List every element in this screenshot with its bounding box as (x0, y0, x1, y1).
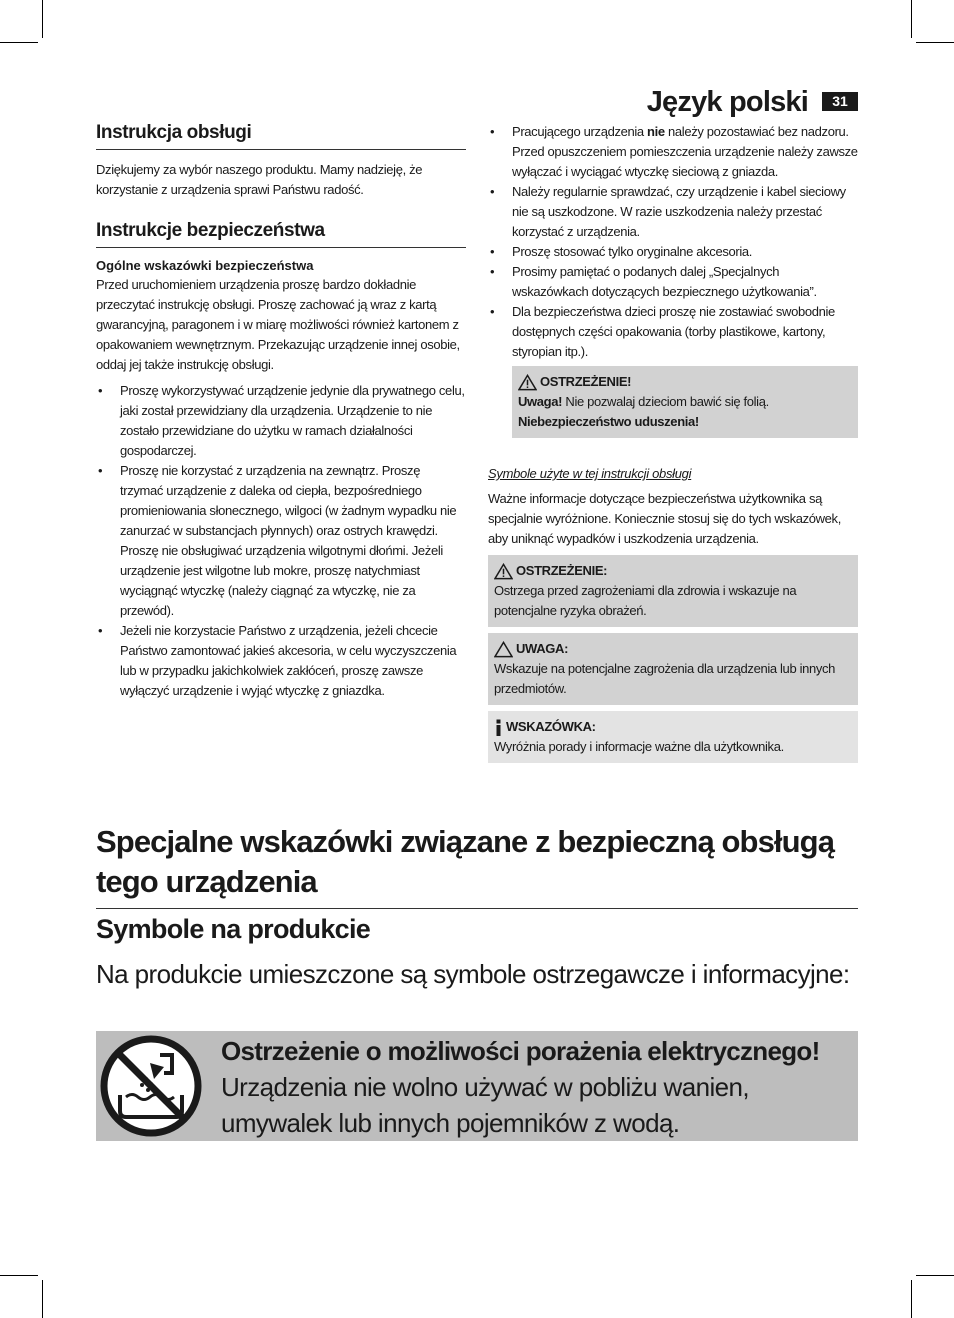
symbols-text: Ważne informacje dotyczące bezpieczeństwa użytkownika są specjalnie wyróżnione. Koniecznie stosuj się do tych wskazówek, aby uniknąć wypadków i uszkodzenia urządzenia. (488, 491, 841, 546)
list-item: • Jeżeli nie korzystacie Państwo z urządzenia, jeżeli chcecie Państwo zamontować jakieś akcesoria, w celu wyczyszczenia lub w przypadku jakichkolwiek zakłóceń, proszę zawsze wyłączyć urządzenie i wyjąć wtyczkę z gniazdka. (98, 623, 457, 698)
manual-heading: Instrukcja obsługi (96, 122, 466, 150)
general-text: Przed uruchomieniem urządzenia proszę bardzo dokładnie przeczytać instrukcję obsługi. Proszę zachować ją wraz z kartą gwarancyjną, paragonem i w miarę możliwości również kartonem z opakowaniem wewnętrznym. Przekazując urządzenie innej osobie, oddaj jej także instrukcję obsługi. (96, 277, 460, 372)
symbols-subtitle: Symbole użyte w tej instrukcji obsługi (488, 466, 692, 481)
left-column (96, 122, 466, 701)
list-item: • Proszę stosować tylko oryginalne akcesoria. (490, 244, 753, 259)
tip-box: WSKAZÓWKA: Wyróżnia porady i informacje ważne dla użytkownika. (488, 711, 858, 763)
shock-warning-description: Urządzenia nie wolno używać w pobliżu wanien, umywalek lub innych pojemników z wodą. (221, 1072, 749, 1138)
list-item: • Proszę nie korzystać z urządzenia na zewnątrz. Proszę trzymać urządzenie z daleka od ciepła, bezpośredniego promieniowania słonecznego, wilgoci (w żadnym wypadku nie zanurzać w substancjach płynnych) oraz ostrych krawędzi. Proszę nie obsługiwać urządzenia wilgotnymi dłońmi. Jeżeli urządzenie jest wilgotne lub mokre, proszę natychmiast wyciągnąć wtyczkę (należy ciągnąć za wtyczkę, nie za przewód). (98, 463, 457, 618)
shock-warning-panel (96, 1031, 858, 1141)
no-water-prohibition-icon (98, 1033, 204, 1139)
info-icon (494, 719, 503, 736)
language-title: Język polski (646, 86, 808, 118)
list-item: • Należy regularnie sprawdzać, czy urządzenie i kabel sieciowy nie są uszkodzone. W razie uszkodzenia należy przestać korzystać z urządzenia. (490, 184, 846, 239)
right-column (488, 122, 858, 763)
page-number: 31 (822, 92, 858, 111)
caution-triangle-icon (494, 641, 513, 658)
crop-mark (911, 0, 912, 38)
product-symbols-heading: Symbole na produkcie (96, 914, 371, 944)
manual-text: Dziękujemy za wybór naszego produktu. Mamy nadzieję, że korzystanie z urządzenia sprawi Państwu radość. (96, 162, 423, 197)
crop-mark (42, 1280, 43, 1318)
list-item: • Dla bezpieczeństwa dzieci proszę nie zostawiać swobodnie dostępnych części opakowania (torby plastikowe, kartony, styropian itp.). (490, 304, 835, 359)
right-bullet-list (488, 122, 858, 362)
product-symbols-text: Na produkcie umieszczone są symbole ostrzegawcze i informacyjne: (96, 959, 850, 989)
left-bullet-list (96, 381, 466, 701)
warning-box: OSTRZEŻENIE: Ostrzega przed zagrożeniami dla zdrowia i wskazuje na potencjalne ryzyka obrażeń. (488, 555, 858, 627)
warning-triangle-icon (518, 374, 537, 391)
list-item: • Pracującego urządzenia nie należy pozostawiać bez nadzoru. Przed opuszczeniem pomieszczenia urządzenie należy zawsze wyłączać i wyciągać wtyczkę sieciową z gniazda. (490, 124, 858, 179)
safety-heading: Instrukcje bezpieczeństwa (96, 220, 466, 248)
shock-warning-text (221, 1033, 853, 1141)
crop-mark (0, 42, 38, 43)
child-warning-box: OSTRZEŻENIE! Uwaga! Nie pozwalaj dzieciom bawić się folią. Niebezpieczeństwo uduszenia! (512, 366, 858, 438)
list-item: • Prosimy pamiętać o podanych dalej „Specjalnych wskazówkach dotyczących bezpiecznego użytkowania”. (490, 264, 817, 299)
warning-triangle-icon (494, 563, 513, 580)
child-warning-title: OSTRZEŻENIE! (540, 374, 632, 389)
caution-box: UWAGA: Wskazuje na potencjalne zagrożenia dla urządzenia lub innych przedmiotów. (488, 633, 858, 705)
crop-mark (916, 1275, 954, 1276)
crop-mark (42, 0, 43, 38)
list-item: • Proszę wykorzystywać urządzenie jedynie dla prywatnego celu, jaki został przewidziany dla urządzenia. Urządzenie to nie zostało przewidziane do użytku w ramach działalności gospodarczej. (98, 383, 465, 458)
general-subheading: Ogólne wskazówki bezpieczeństwa (96, 258, 314, 273)
special-heading: Specjalne wskazówki związane z bezpieczną obsługą tego urządzenia (96, 822, 858, 909)
crop-mark (911, 1280, 912, 1318)
crop-mark (0, 1275, 38, 1276)
shock-warning-title: Ostrzeżenie o możliwości porażenia elektrycznego! (221, 1036, 820, 1066)
crop-mark (916, 42, 954, 43)
